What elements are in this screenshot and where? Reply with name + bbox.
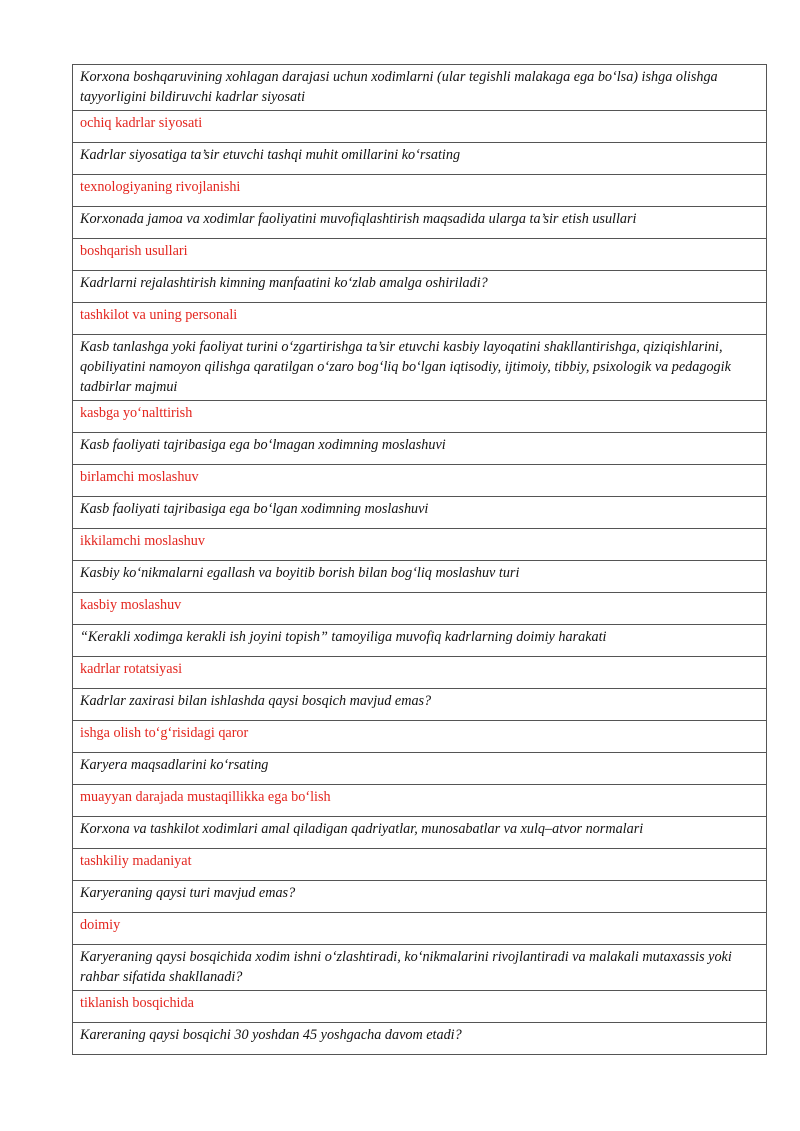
question-row — [73, 271, 767, 303]
question-row — [73, 753, 767, 785]
question-text: “Kerakli xodimga kerakli ish joyini topish” tamoyiliga muvofiq kadrlarning doimiy harakati — [73, 625, 767, 657]
answer-row — [73, 465, 767, 497]
question-text: Kadrlarni rejalashtirish kimning manfaatini ko‘zlab amalga oshiriladi? — [73, 271, 767, 303]
answer-text: tashkiliy madaniyat — [73, 849, 767, 881]
question-text: Kadrlar siyosatiga ta’sir etuvchi tashqi muhit omillarini ko‘rsating — [73, 143, 767, 175]
answer-text: muayyan darajada mustaqillikka ega bo‘lish — [73, 785, 767, 817]
answer-row — [73, 991, 767, 1023]
qa-table — [72, 64, 767, 1055]
answer-text: ochiq kadrlar siyosati — [73, 111, 767, 143]
answer-text: ikkilamchi moslashuv — [73, 529, 767, 561]
answer-text: kasbga yo‘nalttirish — [73, 401, 767, 433]
answer-text: ishga olish to‘g‘risidagi qaror — [73, 721, 767, 753]
question-text: Karyeraning qaysi turi mavjud emas? — [73, 881, 767, 913]
question-row — [73, 1023, 767, 1055]
answer-text: tiklanish bosqichida — [73, 991, 767, 1023]
question-row — [73, 689, 767, 721]
answer-row — [73, 913, 767, 945]
answer-text: doimiy — [73, 913, 767, 945]
question-text: Kasbiy ko‘nikmalarni egallash va boyitib borish bilan bog‘liq moslashuv turi — [73, 561, 767, 593]
answer-row — [73, 401, 767, 433]
question-text: Korxona boshqaruvining xohlagan darajasi uchun xodimlarni (ular tegishli malakaga ega bo‘lsa) ishga olishga tayyorligini bildiruvchi kadrlar siyosati — [73, 65, 767, 111]
answer-row — [73, 175, 767, 207]
question-text: Kasb faoliyati tajribasiga ega bo‘lgan xodimning moslashuvi — [73, 497, 767, 529]
question-row — [73, 945, 767, 991]
answer-text: kasbiy moslashuv — [73, 593, 767, 625]
answer-text: boshqarish usullari — [73, 239, 767, 271]
answer-text: tashkilot va uning personali — [73, 303, 767, 335]
question-row — [73, 335, 767, 401]
answer-row — [73, 657, 767, 689]
question-text: Kadrlar zaxirasi bilan ishlashda qaysi bosqich mavjud emas? — [73, 689, 767, 721]
question-row — [73, 497, 767, 529]
question-row — [73, 143, 767, 175]
question-row — [73, 65, 767, 111]
question-text: Korxona va tashkilot xodimlari amal qiladigan qadriyatlar, munosabatlar va xulq–atvor normalari — [73, 817, 767, 849]
answer-text: kadrlar rotatsiyasi — [73, 657, 767, 689]
answer-text: texnologiyaning rivojlanishi — [73, 175, 767, 207]
answer-row — [73, 529, 767, 561]
question-row — [73, 561, 767, 593]
answer-row — [73, 303, 767, 335]
question-text: Karyera maqsadlarini ko‘rsating — [73, 753, 767, 785]
answer-row — [73, 721, 767, 753]
answer-text: birlamchi moslashuv — [73, 465, 767, 497]
question-text: Kasb faoliyati tajribasiga ega bo‘lmagan xodimning moslashuvi — [73, 433, 767, 465]
question-text: Karyeraning qaysi bosqichida xodim ishni o‘zlashtiradi, ko‘nikmalarini rivojlantiradi va malakali mutaxassis yoki rahbar sifatida shakllanadi? — [73, 945, 767, 991]
answer-row — [73, 849, 767, 881]
question-row — [73, 881, 767, 913]
question-row — [73, 817, 767, 849]
answer-row — [73, 239, 767, 271]
question-row — [73, 207, 767, 239]
question-row — [73, 433, 767, 465]
question-text: Korxonada jamoa va xodimlar faoliyatini muvofiqlashtirish maqsadida ularga ta’sir etish usullari — [73, 207, 767, 239]
answer-row — [73, 593, 767, 625]
question-row — [73, 625, 767, 657]
question-text: Kasb tanlashga yoki faoliyat turini o‘zgartirishga ta’sir etuvchi kasbiy layoqatini shakllantirishga, qiziqishlarini, qobiliyatini namoyon qilishga qaratilgan o‘zaro bog‘liq bo‘lgan iqtisodiy, ijtimoiy, tibbiy, psixologik va pedagogik tadbirlar majmui — [73, 335, 767, 401]
answer-row — [73, 785, 767, 817]
question-text: Kareraning qaysi bosqichi 30 yoshdan 45 yoshgacha davom etadi? — [73, 1023, 767, 1055]
answer-row — [73, 111, 767, 143]
